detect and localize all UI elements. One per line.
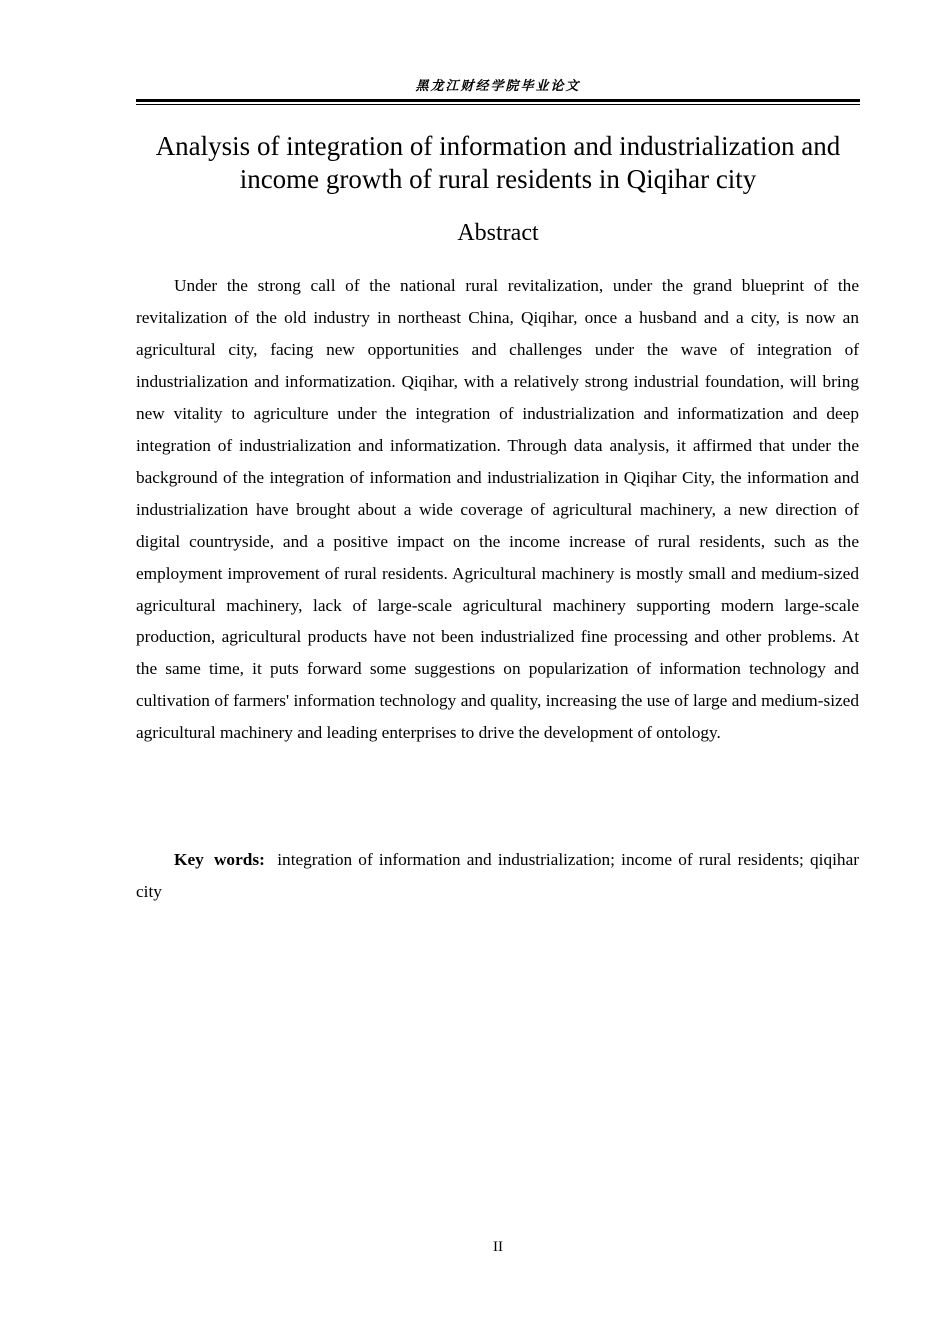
page-number: II [493, 1239, 503, 1255]
keywords-text: integration of information and industrialization; income of rural residents; qiqihar city [136, 850, 859, 901]
thesis-title: Analysis of integration of information and industrialization and income growth of rural residents in Qiqihar city [155, 131, 841, 194]
abstract-body: Under the strong call of the national rural revitalization, under the grand blueprint of the revitalization of the old industry in northeast China, Qiqihar, once a husband and a city, is now an agricultural city, facing new opportunities and challenges under the wave of integration of industrialization and informatization. Qiqihar, with a relatively strong industrial foundation, will bring new vitality to agriculture under the integration of industrialization and informatization and deep integration of industrialization and informatization. Through data analysis, it affirmed that under the background of the integration of information and industrialization in Qiqihar City, the information and industrialization have brought about a wide coverage of agricultural machinery, a new direction of digital countryside, and a positive impact on the income increase of rural residents, such as the employment improvement of rural residents. Agricultural machinery is mostly small and medium-sized agricultural machinery, lack of large-scale agricultural machinery supporting modern large-scale production, agricultural products have not been industrialized fine processing and other problems. At the same time, it puts forward some suggestions on popularization of information technology and cultivation of farmers' information technology and quality, increasing the use of large and medium-sized agricultural machinery and leading enterprises to drive the development of ontology. [136, 276, 859, 743]
keywords-label: Key words: [174, 850, 265, 869]
running-header: 黑龙江财经学院毕业论文 [415, 79, 581, 94]
header-rule-thin [136, 104, 860, 105]
keywords-paragraph [136, 844, 859, 908]
header-rule-thick [136, 99, 860, 102]
abstract-heading: Abstract [457, 220, 539, 246]
